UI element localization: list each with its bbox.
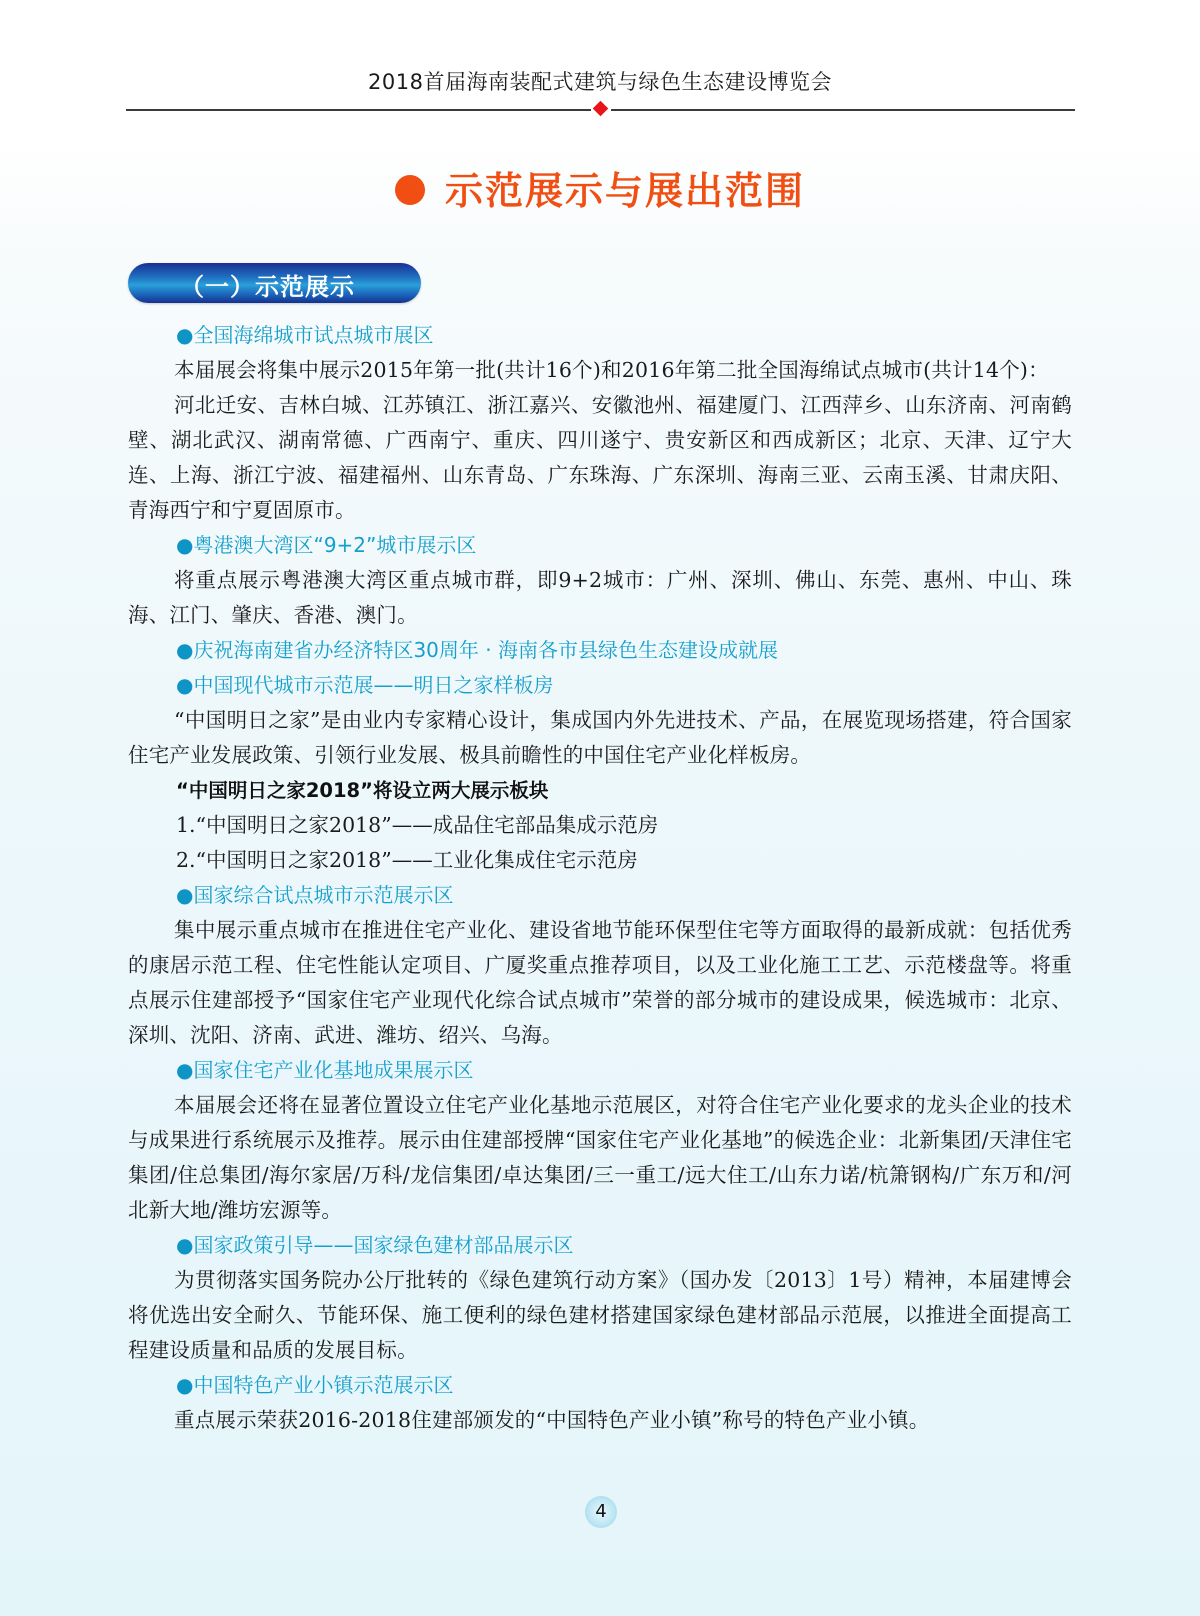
section-banner <box>128 263 421 303</box>
paragraph: 本届展会还将在显著位置设立住宅产业化基地示范展区，对符合住宅产业化要求的龙头企业的技术与成果进行系统展示及推荐。展示由住建部授牌“国家住宅产业化基地”的候选企业：北新集团/天津住宅集团/住总集团/海尔家居/万科/龙信集团/卓达集团/三一重工/远大住工/山东力诺/杭箫钢构/广东万和/河北新大地/潍坊宏源等。 <box>128 1093 1072 1222</box>
bullet-icon: ● <box>176 533 194 557</box>
paragraph: 将重点展示粤港澳大湾区重点城市群，即9+2城市：广州、深圳、佛山、东莞、惠州、中山、珠海、江门、肇庆、香港、澳门。 <box>128 568 1072 627</box>
subsection-heading <box>128 668 1072 703</box>
subsection-heading <box>128 528 1072 563</box>
page-number: 4 <box>585 1496 617 1528</box>
list-item: 2.“中国明日之家2018”——工业化集成住宅示范房 <box>176 848 638 872</box>
bullet-icon: ● <box>176 673 194 697</box>
subsection-heading <box>128 633 1072 668</box>
subsection-heading-text: 国家政策引导——国家绿色建材部品展示区 <box>193 1233 574 1257</box>
subsection-heading <box>128 1228 1072 1263</box>
section-banner-label: （一）示范展示 <box>180 273 355 301</box>
subsection-heading-text: 粤港澳大湾区“9+2”城市展示区 <box>193 533 477 557</box>
list-item: 1.“中国明日之家2018”——成品住宅部品集成示范房 <box>176 813 659 837</box>
orange-dot-icon <box>395 175 425 205</box>
content-body <box>128 318 1072 1438</box>
header-rule-left <box>126 109 591 111</box>
bullet-icon: ● <box>176 1373 194 1397</box>
bullet-icon: ● <box>176 638 194 662</box>
bullet-icon: ● <box>176 1058 194 1082</box>
header-rule-right <box>611 109 1075 111</box>
bullet-icon: ● <box>176 1233 194 1257</box>
paragraph: 集中展示重点城市在推进住宅产业化、建设省地节能环保型住宅等方面取得的最新成就：包括优秀的康居示范工程、住宅性能认定项目、广厦奖重点推荐项目，以及工业化施工工艺、示范楼盘等。将重点展示住建部授予“国家住宅产业现代化综合试点城市”荣誉的部分城市的建设成果，候选城市：北京、深圳、沈阳、济南、武进、潍坊、绍兴、乌海。 <box>128 918 1072 1047</box>
subsection-heading-text: 国家综合试点城市示范展示区 <box>193 883 454 907</box>
subsection-heading-text: 全国海绵城市试点城市展区 <box>193 323 434 347</box>
paragraph: 为贯彻落实国务院办公厅批转的《绿色建筑行动方案》（国办发〔2013〕1号）精神，本届建博会将优选出安全耐久、节能环保、施工便利的绿色建材搭建国家绿色建材部品示范展，以推进全面提高工程建设质量和品质的发展目标。 <box>128 1268 1072 1362</box>
subsection-heading-text: 国家住宅产业化基地成果展示区 <box>193 1058 474 1082</box>
paragraph: 河北迁安、吉林白城、江苏镇江、浙江嘉兴、安徽池州、福建厦门、江西萍乡、山东济南、河南鹤壁、湖北武汉、湖南常德、广西南宁、重庆、四川遂宁、贵安新区和西成新区；北京、天津、辽宁大连、上海、浙江宁波、福建福州、山东青岛、广东珠海、广东深圳、海南三亚、云南玉溪、甘肃庆阳、青海西宁和宁夏固原市。 <box>128 393 1072 522</box>
subsection-heading <box>128 318 1072 353</box>
bullet-icon: ● <box>176 883 194 907</box>
paragraph: 重点展示荣获2016-2018住建部颁发的“中国特色产业小镇”称号的特色产业小镇。 <box>174 1408 930 1432</box>
paragraph: “中国明日之家”是由业内专家精心设计，集成国内外先进技术、产品，在展览现场搭建，符合国家住宅产业发展政策、引领行业发展、极具前瞻性的中国住宅产业化样板房。 <box>128 708 1072 767</box>
header-title: 2018首届海南装配式建筑与绿色生态建设博览会 <box>368 70 832 94</box>
subsection-heading-text: 中国现代城市示范展——明日之家样板房 <box>193 673 554 697</box>
paragraph: 本届展会将集中展示2015年第一批(共计16个)和2016年第二批全国海绵试点城市(共计14个)： <box>174 358 1049 382</box>
subsection-heading <box>128 878 1072 913</box>
page-title <box>0 160 1200 215</box>
subsection-heading-text: 中国特色产业小镇示范展示区 <box>193 1373 454 1397</box>
subsection-heading-text: 庆祝海南建省办经济特区30周年 · 海南各市县绿色生态建设成就展 <box>193 638 778 662</box>
diamond-ornament-icon <box>593 101 609 117</box>
page-title-text: 示范展示与展出范围 <box>444 169 805 213</box>
bold-subheading: “中国明日之家2018”将设立两大展示板块 <box>176 779 549 802</box>
bullet-icon: ● <box>176 323 194 347</box>
subsection-heading <box>128 1368 1072 1403</box>
subsection-heading <box>128 1053 1072 1088</box>
